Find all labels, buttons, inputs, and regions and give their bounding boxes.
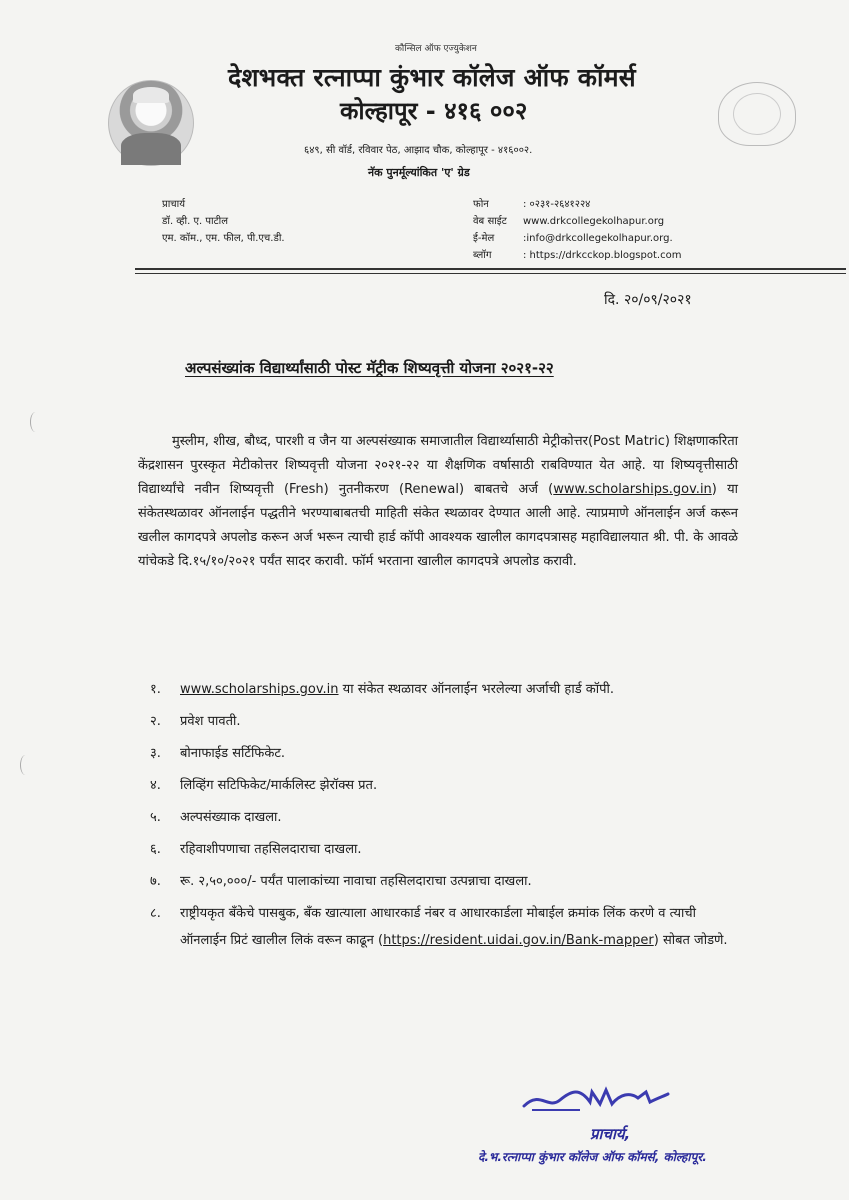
phone-value: : ०२३१-२६४१२२४ [523, 199, 591, 210]
punch-hole-bottom [20, 755, 31, 775]
contact-block [473, 196, 681, 264]
principal-block [162, 196, 285, 247]
website-label: वेब साईट [473, 216, 507, 227]
college-city: कोल्हापूर - ४१६ ००२ [340, 97, 528, 125]
society-name: कौन्सिल ऑफ एज्युकेशन [395, 44, 477, 54]
body-part-1: मुस्लीम, शीख, बौध्द, पारशी व जैन या अल्पसंख्याक समाजातील विद्यार्थ्यासाठी मेट्रीकोत्तर(Post Matric) शिक्षणाकरिता केंद्रशासन पुरस्कृत मेटीकोत्तर शिष्यवृत्ती योजना २०२१-२२ या शैक्षणिक वर्षासाठी राबविण्यात येत आहे. या शिष्यवृत्तीसाठी विद्यार्थ्यांचे नवीन शिष्यवृत्ती (Fresh) नुतनीकरण (Renewal) बाबतचे अर्ज ( [138, 434, 738, 497]
principal-name: डॉ. व्ही. ए. पाटील [162, 216, 229, 227]
list-item: ७. रू. २,५०,०००/- पर्यंत पालाकांच्या नावाचा तहसिलदाराचा उत्पन्नाचा दाखला. [150, 874, 532, 889]
list-item: ६. रहिवाशीपणाचा तहसिलदाराचा दाखला. [150, 842, 362, 857]
email-label: ई-मेल [473, 233, 495, 244]
uidai-link[interactable]: https://resident.uidai.gov.in/Bank-mapper [383, 933, 654, 948]
notice-heading: अल्पसंख्यांक विद्यार्थ्यांसाठी पोस्ट मॅट्रीक शिष्यवृत्ती योजना २०२१-२२ [185, 359, 554, 377]
body-part-2: ) या संकेतस्थळावर ऑनलाईन पद्धतीने भरण्याबाबतची माहिती संकेत स्थळावर देण्यात आली आहे. त्याप्रमाणे ऑनलाईन अर्ज करून खलील कागदपत्रे अपलोड करून अर्ज भरून त्याची हार्ड कॉपी आवश्यक खालील कागदपत्रासह महाविद्यालयात श्री. पी. के आवळे यांचेकडे दि.१५/१०/२०२१ पर्यंत सादर करावी. फॉर्म भरताना खालील कागदपत्रे अपलोड करावी. [138, 482, 738, 569]
document-list [150, 676, 730, 959]
list-item: ५. अल्पसंख्याक दाखला. [150, 810, 282, 825]
list-item: ८. राष्ट्रीयकृत बॅंकेचे पासबुक, बॅंक खात्याला आधारकार्ड नंबर व आधारकार्डला मोबाईल क्रमांक लिंक करणे व त्याची ऑनलाईन प्रिटं खालील लिकं वरून काढून (https://resident.uidai.gov.in/Bank-mapper) सोबत जोडणे. [150, 906, 728, 948]
scholarship-link[interactable]: www.scholarships.gov.in [553, 482, 712, 497]
punch-hole-top [30, 412, 41, 432]
list-item: २. प्रवेश पावती. [150, 714, 241, 729]
letter-date: दि. २०/०९/२०२१ [604, 292, 692, 308]
blog-link[interactable]: : https://drkcckop.blogspot.com [523, 250, 682, 261]
notice-body [138, 430, 738, 574]
email-link[interactable]: :info@drkcollegekolhapur.org. [523, 233, 673, 244]
header-rule-bottom [135, 273, 846, 274]
list-scholarship-link[interactable]: www.scholarships.gov.in [180, 682, 339, 697]
signature-title: प्राचार्य, [590, 1125, 631, 1143]
phone-label: फोन [473, 199, 489, 210]
college-name: देशभक्त रत्नाप्पा कुंभार कॉलेज ऑफ कॉमर्स [228, 63, 636, 92]
principal-title: प्राचार्य [162, 199, 186, 210]
blog-label: ब्लॉग [473, 250, 492, 261]
website-link[interactable]: www.drkcollegekolhapur.org [523, 216, 665, 227]
header-rule-top [135, 268, 846, 270]
list-item: १. www.scholarships.gov.in या संकेत स्थळावर ऑनलाईन भरलेल्या अर्जाची हार्ड कॉपी. [150, 682, 615, 697]
naac-grade: नॅक पुनर्मूल्यांकित 'ए' ग्रेड [368, 166, 470, 179]
founder-portrait [108, 80, 194, 166]
signature-institution: दे.भ.रत्नाप्पा कुंभार कॉलेज ऑफ कॉमर्स, कोल्हापूर. [478, 1150, 707, 1164]
college-emblem [718, 82, 796, 146]
list-item: ४. लिव्हिंग सटिफिकेट/मार्कलिस्ट झेरॉक्स प्रत. [150, 778, 378, 793]
principal-signature [520, 1080, 670, 1120]
college-address: ६४९, सी वॉर्ड, रविवार पेठ, आझाद चौक, कोल्हापूर - ४१६००२. [304, 145, 533, 156]
list-item: ३. बोनाफाईड सर्टिफिकेट. [150, 746, 285, 761]
principal-qualification: एम. कॉम., एम. फील, पी.एच.डी. [162, 233, 285, 244]
